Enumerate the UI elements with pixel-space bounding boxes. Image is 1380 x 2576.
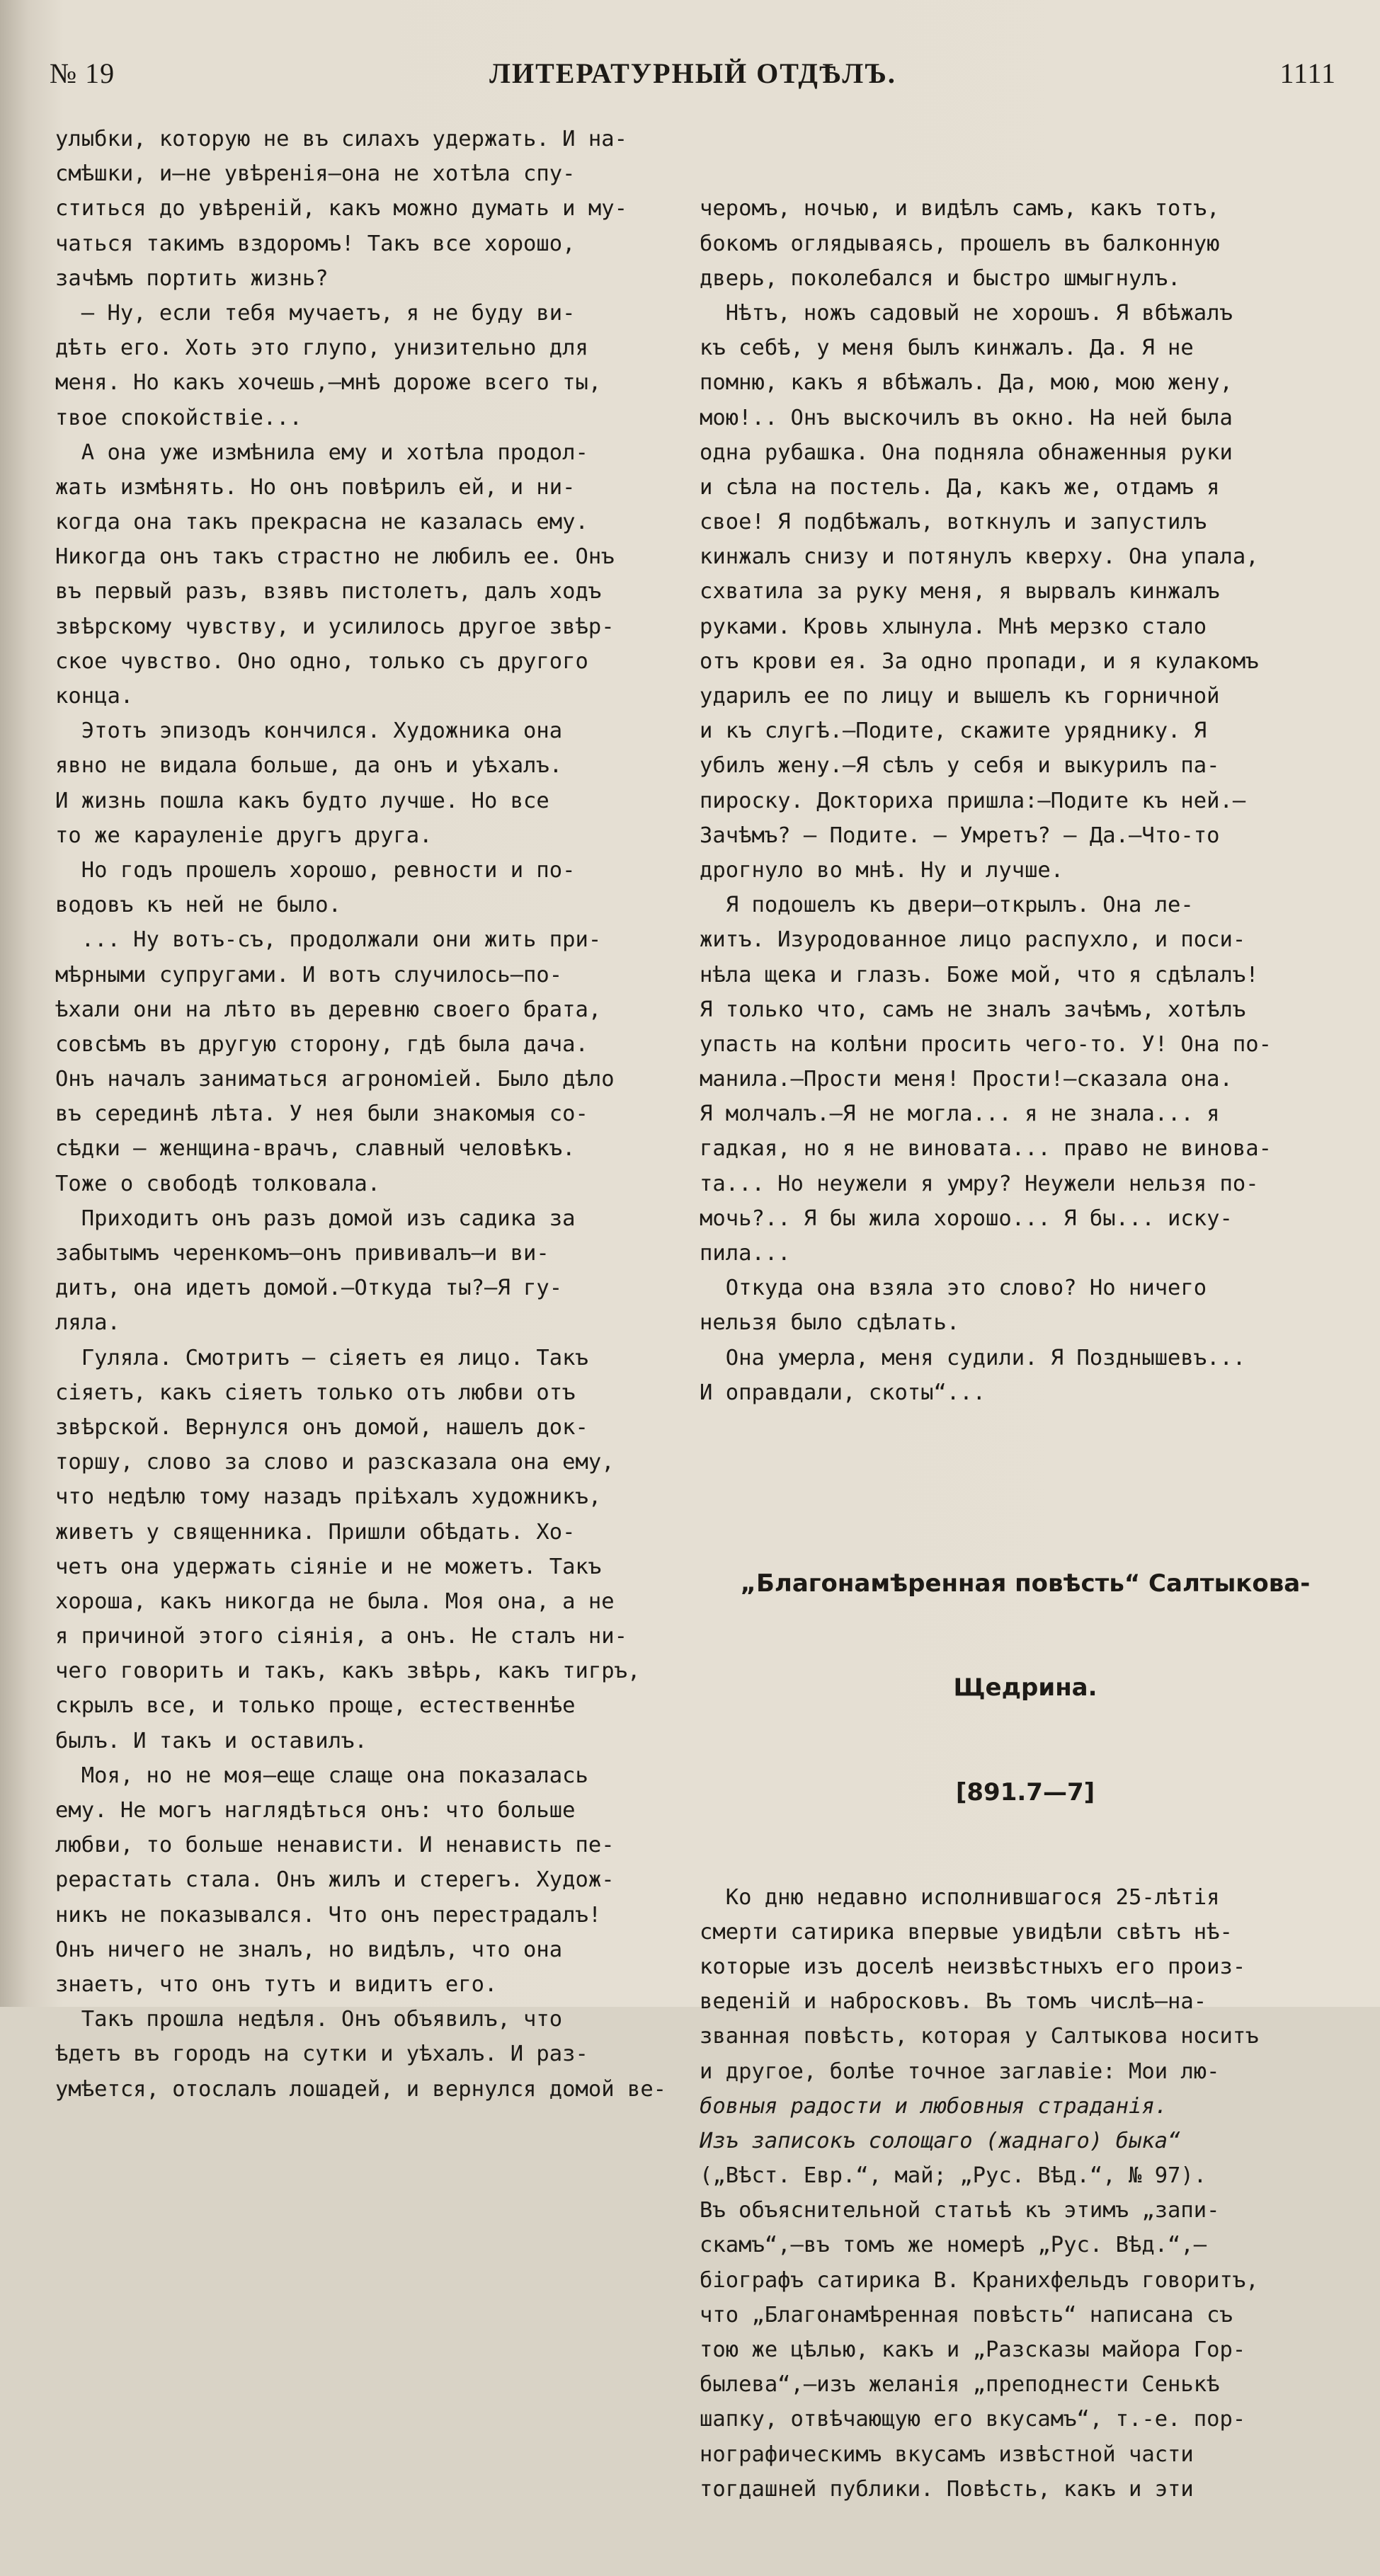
text-line: мою!.. Онъ выскочилъ въ окно. На ней была [700, 405, 1233, 430]
text-line: знаетъ, что онъ тутъ и видитъ его. [55, 1971, 498, 1997]
text-line: Приходитъ онъ разъ домой изъ садика за [55, 1206, 576, 1231]
text-line: совсѣмъ въ другую сторону, гдѣ была дача. [55, 1031, 588, 1057]
text-line: звѣрскому чувству, и усилилось другое звѣр- [55, 614, 615, 639]
text-line: званная повѣсть, которая у Салтыкова носитъ [700, 2024, 1259, 2049]
text-line: („Вѣст. Евр.“, май; „Рус. Вѣд.“, № 97). [700, 2163, 1207, 2189]
text-line: живетъ у священника. Пришли обѣдать. Хо- [55, 1519, 576, 1545]
text-line: нографическимъ вкусамъ извѣстной части [700, 2442, 1194, 2467]
text-line: нельзя было сдѣлать. [700, 1310, 960, 1336]
text-line: никъ не показывался. Что онъ перестрадалъ! [55, 1902, 602, 1928]
text-line: свое! Я подбѣжалъ, воткнулъ и запустилъ [700, 510, 1207, 535]
text-line: былъ. И такъ и оставилъ. [55, 1728, 367, 1753]
text-line: конца. [55, 684, 134, 709]
text-line: и другое, болѣе точное заглавіе: Мои лю- [700, 2059, 1220, 2084]
text-line: водовъ къ ней не было. [55, 893, 341, 918]
text-line: манила.—Прости меня! Прости!—сказала она. [700, 1067, 1233, 1092]
text-line: ститься до увѣреній, какъ можно думать и му- [55, 196, 627, 222]
text-line: чаться такимъ вздоромъ! Такъ все хорошо, [55, 231, 576, 256]
text-line: ское чувство. Оно одно, только съ другого [55, 648, 588, 674]
text-line: одна рубашка. Она подняла обнаженныя руки [700, 440, 1233, 465]
text-line: которые изъ доселѣ неизвѣстныхъ его произ- [700, 1954, 1246, 1979]
text-line: меня. Но какъ хочешь,—мнѣ дороже всего ты, [55, 370, 602, 396]
text-line: Моя, но не моя—еще слаще она показалась [55, 1763, 588, 1788]
text-line: бовныя радости и любовныя страданія. [700, 2093, 1168, 2119]
article-heading: „Благонамѣренная повѣсть“ Салтыкова- [740, 1569, 1311, 1598]
right-column-text-b [700, 1880, 1351, 2507]
text-line: помню, какъ я вбѣжалъ. Да, мою, мою жену, [700, 370, 1233, 396]
text-line: дитъ, она идетъ домой.—Откуда ты?—Я гу- [55, 1276, 563, 1301]
text-line: нѣла щека и глазъ. Боже мой, что я сдѣлалъ! [700, 962, 1259, 988]
text-line: ударилъ ее по лицу и вышелъ къ горничной [700, 684, 1220, 709]
text-line: Я только что, самъ не зналъ зачѣмъ, хотѣлъ [700, 997, 1246, 1022]
text-line: дѣть его. Хоть это глупо, унизительно для [55, 336, 588, 361]
text-line: бокомъ оглядываясь, прошелъ въ балконную [700, 231, 1220, 256]
text-line: дрогнуло во мнѣ. Ну и лучше. [700, 857, 1064, 883]
text-line: схватила за руку меня, я вырвалъ кинжалъ [700, 579, 1220, 605]
text-line: улыбки, которую не въ силахъ удержать. И на- [55, 127, 627, 151]
article-classification-code: [891.7—7] [955, 1778, 1095, 1807]
text-line: — Ну, если тебя мучаетъ, я не буду ви- [55, 300, 576, 326]
text-line: ... Ну вотъ-съ, продолжали они жить при- [55, 927, 602, 953]
text-line: торшу, слово за слово и разсказала она ему, [55, 1450, 615, 1475]
text-line: черомъ, ночью, и видѣлъ самъ, какъ тотъ, [700, 196, 1220, 222]
text-line: зачѣмъ портить жизнь? [55, 265, 329, 291]
text-line: то же карауленіе другъ друга. [55, 823, 433, 848]
text-line: что „Благонамѣренная повѣсть“ написана съ [700, 2302, 1233, 2328]
text-line: явно не видала больше, да онъ и уѣхалъ. [55, 753, 563, 779]
page-header [50, 57, 1336, 99]
text-line: тогдашней публики. Повѣсть, какъ и эти [700, 2476, 1194, 2502]
text-line: въ серединѣ лѣта. У нея были знакомыя со- [55, 1101, 588, 1127]
text-line: Никогда онъ такъ страстно не любилъ ее. Онъ [55, 544, 615, 570]
text-line: мочь?.. Я бы жила хорошо... Я бы... иску- [700, 1206, 1233, 1231]
text-line: мѣрными супругами. И вотъ случилось—по- [55, 962, 563, 988]
text-line: И оправдали, скоты“... [700, 1380, 986, 1405]
text-line: смерти сатирика впервые увидѣли свѣтъ нѣ- [700, 1919, 1233, 1945]
text-line: что недѣлю тому назадъ пріѣхалъ художникъ, [55, 1484, 602, 1510]
text-line: я причиной этого сіянія, а онъ. Не сталъ ни- [55, 1624, 627, 1649]
text-line: Гуляла. Смотритъ — сіяетъ ея лицо. Такъ [55, 1345, 588, 1370]
text-line: сѣдки — женщина-врачъ, славный человѣкъ. [55, 1136, 576, 1162]
text-line: скрылъ все, и только проще, естественнѣе [55, 1693, 576, 1719]
text-line: Она умерла, меня судили. Я Позднышевъ... [700, 1345, 1246, 1370]
text-line: къ себѣ, у меня былъ кинжалъ. Да. Я не [700, 336, 1194, 361]
text-line: чего говорить и такъ, какъ звѣрь, какъ тигръ, [55, 1659, 641, 1684]
text-line: забытымъ черенкомъ—онъ прививалъ—и ви- [55, 1241, 549, 1266]
text-line: біографъ сатирика В. Кранихфельдъ говоритъ, [700, 2267, 1259, 2293]
text-line: пила... [700, 1241, 791, 1266]
text-line: гадкая, но я не виновата... право не винова- [700, 1136, 1272, 1162]
text-line: въ первый разъ, взявъ пистолетъ, далъ ходъ [55, 579, 602, 605]
text-line: когда она такъ прекрасна не казалась ему. [55, 510, 588, 535]
text-line: Онъ началъ заниматься агрономіей. Было дѣло [55, 1067, 615, 1092]
text-line: твое спокойствіе... [55, 405, 302, 430]
right-column [700, 122, 1351, 2502]
text-line: ляла. [55, 1310, 120, 1336]
text-line: Ко дню недавно исполнившагося 25-лѣтія [700, 1884, 1220, 1910]
text-line: звѣрской. Вернулся онъ домой, нашелъ док- [55, 1414, 588, 1440]
text-line: Этотъ эпизодъ кончился. Художника она [55, 719, 563, 744]
text-line: А она уже измѣнила ему и хотѣла продол- [55, 440, 588, 465]
text-line: смѣшки, и—не увѣренія—она не хотѣла спу- [55, 161, 576, 187]
right-column-text-a [700, 191, 1351, 1410]
text-line: та... Но неужели я умру? Неужели нельзя по- [700, 1171, 1259, 1196]
text-line: скамъ“,—въ томъ же номерѣ „Рус. Вѣд.“,— [700, 2233, 1207, 2258]
text-line: жать измѣнять. Но онъ повѣрилъ ей, и ни- [55, 474, 576, 500]
text-line: ѣхали они на лѣто въ деревню своего брата, [55, 997, 602, 1022]
text-line: руками. Кровь хлынула. Мнѣ мерзко стало [700, 614, 1207, 639]
text-line: и къ слугѣ.—Подите, скажите уряднику. Я [700, 719, 1207, 744]
text-line: отъ крови ея. За одно пропади, и я кулакомъ [700, 648, 1259, 674]
text-line: хороша, какъ никогда не была. Моя она, а не [55, 1588, 615, 1614]
text-line: любви, то больше ненависти. И ненависть пе- [55, 1833, 615, 1858]
text-line: сіяетъ, какъ сіяетъ только отъ любви отъ [55, 1380, 576, 1405]
text-line: Но годъ прошелъ хорошо, ревности и по- [55, 857, 576, 883]
text-line: тою же цѣлью, какъ и „Разсказы майора Гор- [700, 2337, 1246, 2362]
text-line: дверь, поколебался и быстро шмыгнулъ. [700, 265, 1181, 291]
section-gap [700, 1479, 1351, 1496]
text-line: Откуда она взяла это слово? Но ничего [700, 1276, 1207, 1301]
text-line: Изъ записокъ солощаго (жаднаго) быка“ [700, 2128, 1181, 2153]
text-line: житъ. Изуродованное лицо распухло, и поси- [700, 927, 1246, 953]
text-line: и сѣла на постель. Да, какъ же, отдамъ я [700, 474, 1220, 500]
text-line: Такъ прошла недѣля. Онъ объявилъ, что [55, 2007, 563, 2032]
text-line: И жизнь пошла какъ будто лучше. Но все [55, 788, 549, 813]
text-line: Зачѣмъ? — Подите. — Умретъ? — Да.—Что-то [700, 823, 1220, 848]
page-number: 1111 [1279, 57, 1336, 89]
text-line: Нѣтъ, ножъ садовый не хорошъ. Я вбѣжалъ [700, 300, 1233, 326]
issue-number: № 19 [50, 57, 115, 89]
text-line: Я подошелъ къ двери—открылъ. Она ле- [700, 893, 1194, 918]
text-line: шапку, отвѣчающую его вкусамъ“, т.-е. пор- [700, 2407, 1246, 2432]
text-line: рерастать стала. Онъ жилъ и стерегъ. Худож- [55, 1867, 615, 1893]
text-line: ему. Не могъ наглядѣться онъ: что больше [55, 1798, 576, 1823]
text-line: ѣдетъ въ городъ на сутки и уѣхалъ. И раз- [55, 2042, 588, 2067]
left-column [55, 122, 678, 2102]
section-title: ЛИТЕРАТУРНЫЙ ОТДѢЛЪ. [489, 57, 896, 89]
text-line: веденій и набросковъ. Въ томъ числѣ—на- [700, 1989, 1207, 2015]
text-line: упасть на колѣни просить чего-то. У! Она по- [700, 1031, 1272, 1057]
text-line: былева“,—изъ желанія „преподнести Сенькѣ [700, 2372, 1220, 2398]
text-line: кинжалъ снизу и потянулъ кверху. Она упала, [700, 544, 1259, 570]
text-line: Онъ ничего не зналъ, но видѣлъ, что она [55, 1937, 563, 1962]
text-line: пироску. Докториха пришла:—Подите къ ней.— [700, 788, 1246, 813]
article-heading-line-2: Щедрина. [953, 1673, 1097, 1702]
text-line: Тоже о свободѣ толковала. [55, 1171, 381, 1196]
text-line: четъ она удержать сіяніе и не можетъ. Такъ [55, 1554, 602, 1579]
text-line: убилъ жену.—Я сѣлъ у себя и выкурилъ па- [700, 753, 1220, 779]
text-line: Въ объяснительной статьѣ къ этимъ „запи- [700, 2198, 1220, 2223]
text-line: умѣется, отослалъ лошадей, и вернулся домой ве- [55, 2076, 667, 2102]
text-line: Я молчалъ.—Я не могла... я не знала... я [700, 1101, 1220, 1127]
